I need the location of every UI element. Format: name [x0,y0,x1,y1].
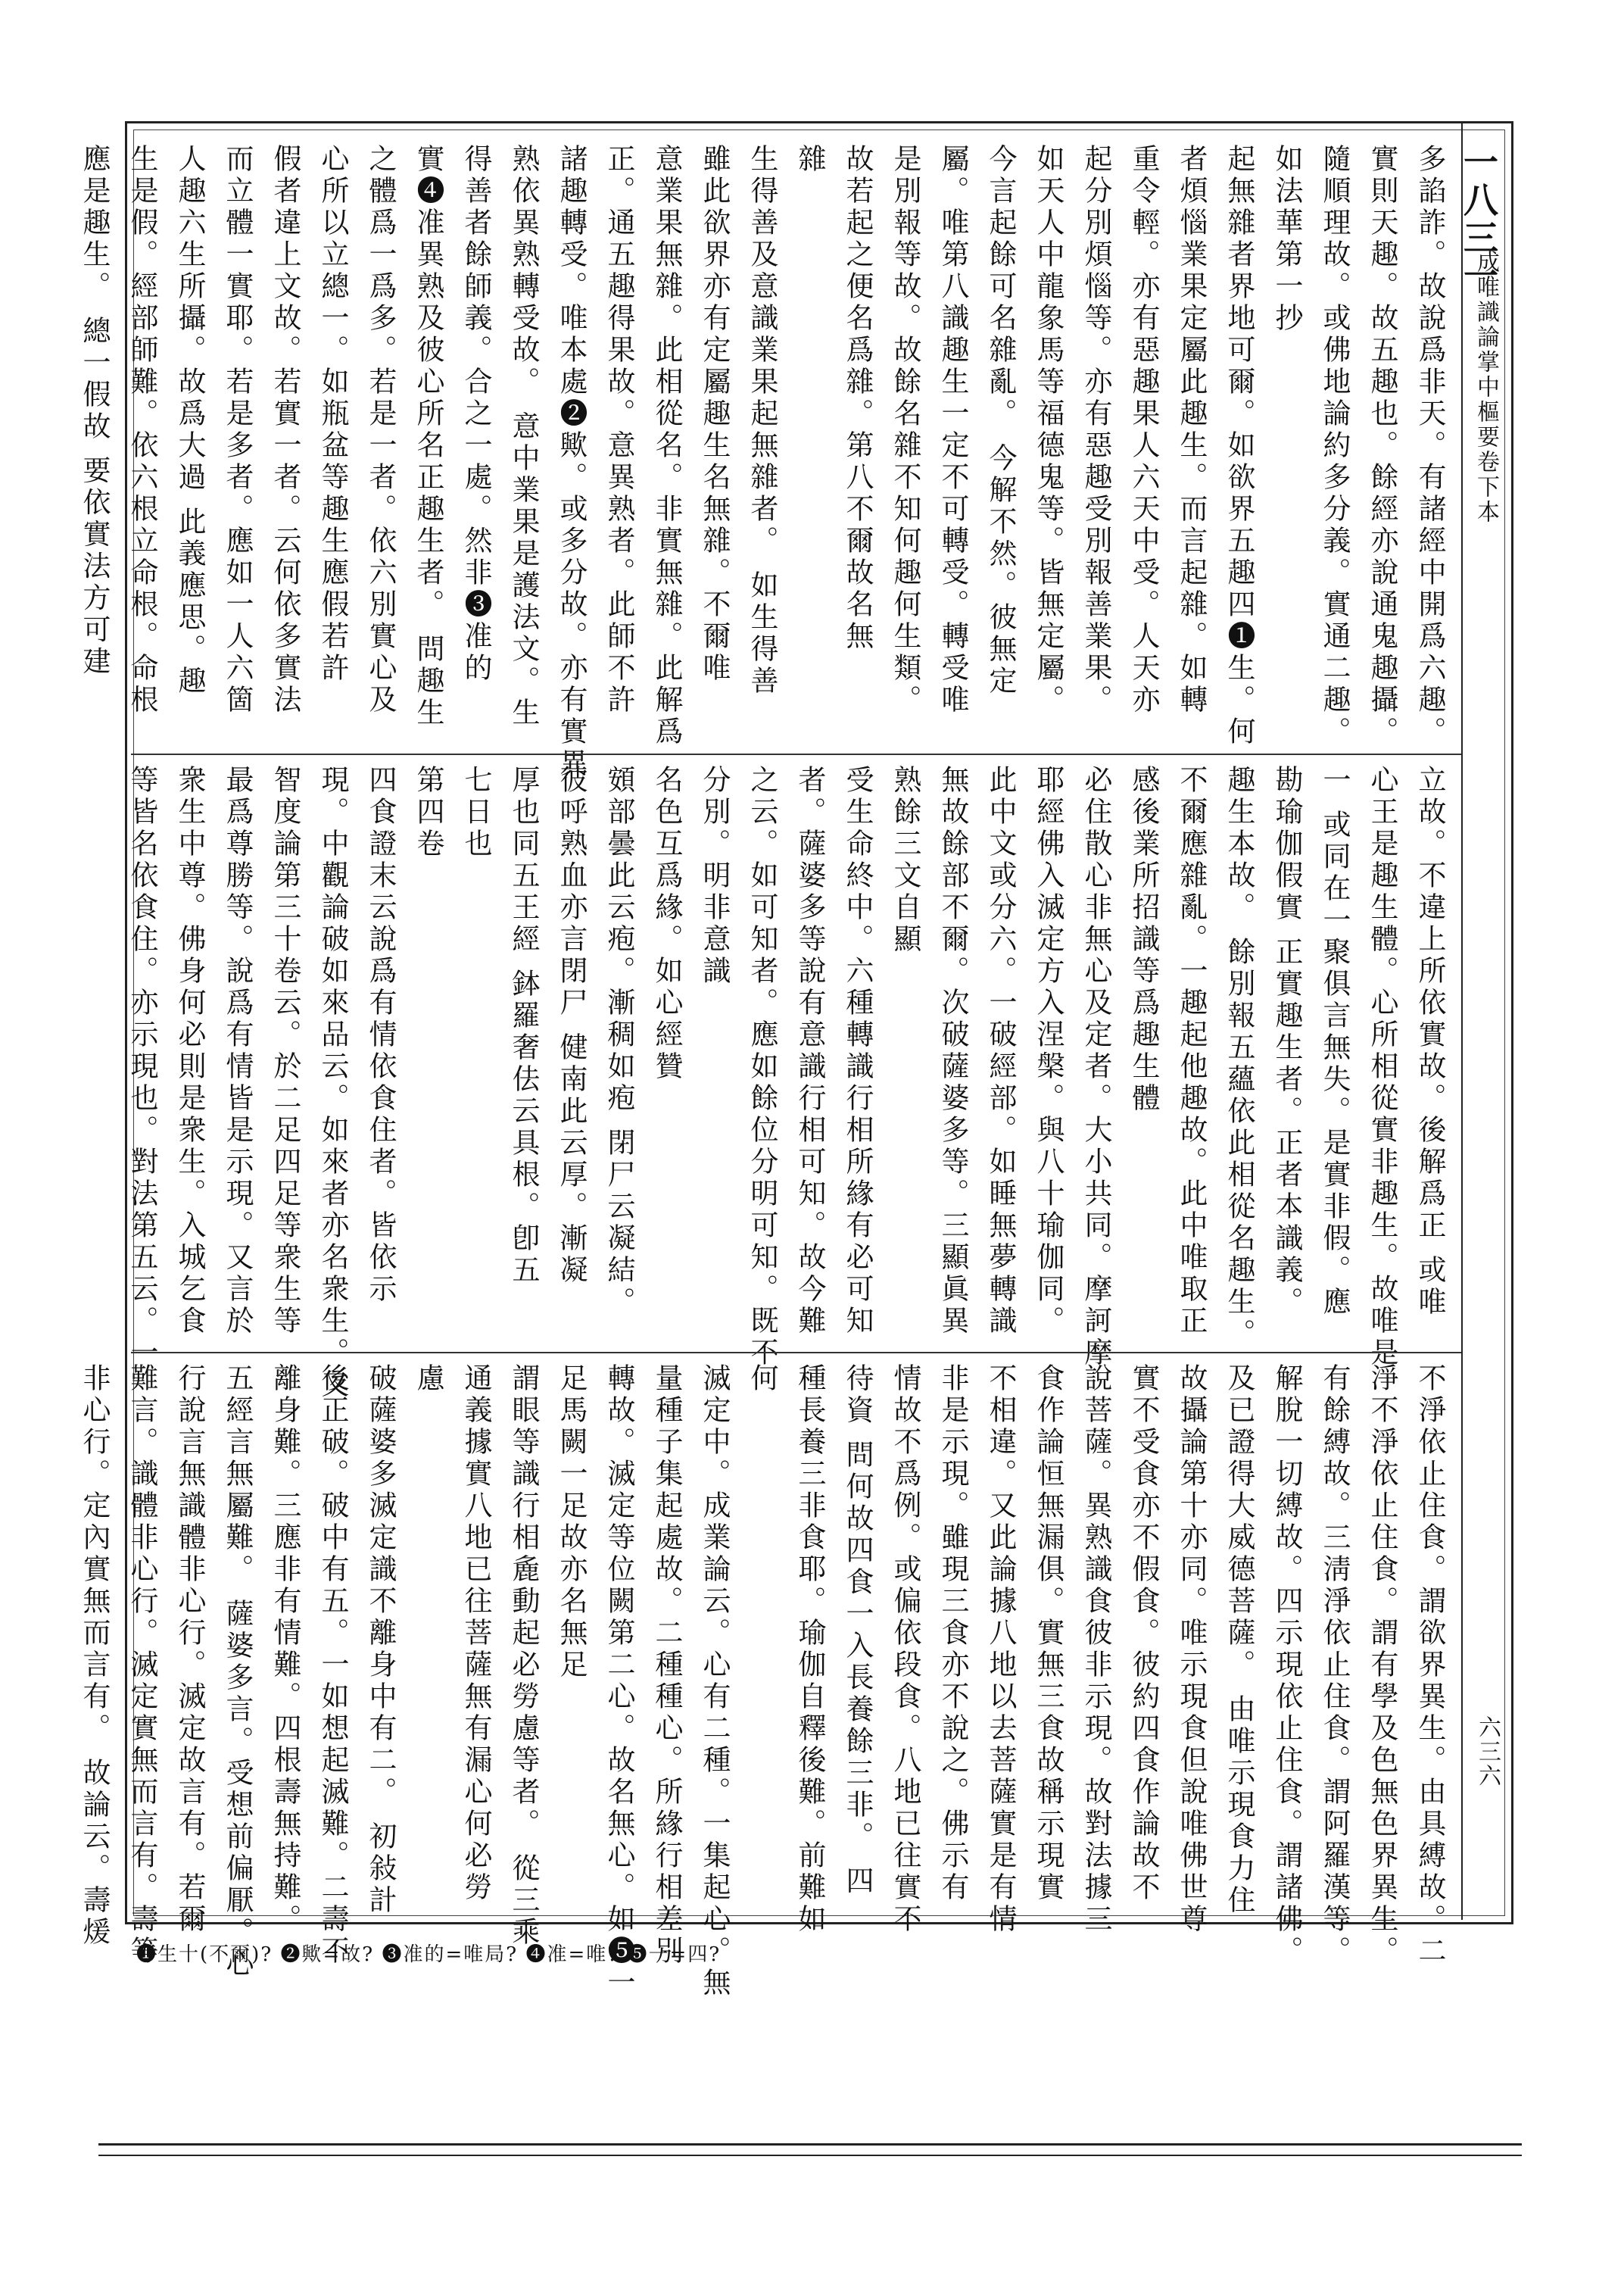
text-column: 足馬闕一足故亦名無足 [555,1363,588,1681]
text-column: 分別。明非意識 [698,765,731,988]
text-column: 一 或同在一聚俱言無失。是實非假。應 [1318,765,1351,1319]
text-column: 解脫一切縛故。四示現依止住食。謂諸佛。 [1270,1363,1303,1968]
text-column: 諸趣轉受。唯本處❷歟。或多分故。亦有實異 [555,144,588,780]
text-column: 不淨依止住食。謂欲界異生。由具縛故。二 [1414,1363,1446,1968]
text-column: 今言起餘可名雜亂。 今解不然。彼無定 [984,144,1017,698]
text-column: 無故餘部不爾。次破薩婆多等。三顯眞異 [937,765,969,1337]
text-column: 生得善及意識業果起無雜者。 如生得善 [746,144,778,698]
text-column: 名色互爲緣。如心經贊 [650,765,683,1083]
text-column: 雜 [793,144,826,176]
text-column: 難言。識體非心行。滅定實無而言有。壽等 [126,1363,158,1968]
text-column: 立故。不違上所依實故。後解爲正 或唯 [1414,765,1446,1319]
text-column: 人趣六生所攝。故爲大過 此義應思。趣 [173,144,206,698]
register-divider [131,754,1461,755]
text-column: 何 [746,1363,778,1395]
text-column: 種長養三非食耶。瑜伽自釋後難。前難如 [793,1363,826,1936]
text-column: 如天人中龍象馬等福德鬼等。皆無定屬。 [1032,144,1064,716]
text-column: 淨不淨依止住食。謂有學及色無色界異生。 [1366,1363,1398,1968]
footer-rule [98,2155,1522,2156]
text-column: 破薩婆多滅定識不離身中有二。 初敍計 [364,1363,397,1917]
text-column: 實❹准異熟及彼心所名正趣生者。 問趣生 [412,144,444,729]
text-column: 實則天趣。故五趣也。餘經亦說通鬼趣攝。 [1366,144,1398,748]
footnotes: ❶生十(不爾)? ❷歟=故? ❸准的=唯局? ❹准=唯? ❺一=四? [136,1943,722,1966]
text-column: 量種子集起處故。二種種心。所緣行相差別 [650,1363,683,1968]
footer-rule [98,2143,1522,2146]
text-column: 得善者餘師義。合之一處。然非❸准的 [460,144,492,685]
text-column: 應是趣生。 總一假故 要依實法方可建 [78,144,111,679]
text-column: 故攝論第十亦同。唯示現食但說唯佛世尊 [1175,1363,1208,1936]
text-column: 心所以立總一。如瓶盆等趣生應假若許 [316,144,349,685]
text-column: 衆生中尊。佛身何必則是衆生。入城乞食 [173,765,206,1337]
text-column: 轉故。滅定等位闕第二心。故名無心。如❺一 [603,1363,635,1999]
text-column: 行說言無識體非心行。滅定故言有。若爾 [173,1363,206,1936]
text-column: 慮 [412,1363,444,1395]
text-column: 說菩薩。異熟識食彼非示現。故對法據三 [1080,1363,1112,1936]
text-column: 非心行。定內實無而言有。 故論云。壽煖 [78,1363,111,1949]
page-margin-column [1458,121,1510,1920]
text-column: 受生命終中。六種轉識行相所緣有必可知 [841,765,874,1337]
text-column: 如法華第一抄 [1270,144,1303,335]
text-column: 熟依異熟轉受故。 意中業果是護法文。生 [507,144,540,729]
text-column: 是別報等故。故餘名雜不知何趣何生類。 [889,144,921,716]
text-column: 趣生本故。 餘別報五蘊依此相從名趣生。 [1223,765,1255,1350]
text-column: 實不受食亦不假食。彼約四食作論故不 [1127,1363,1160,1904]
text-column: 及已證得大威德菩薩。 由唯示現食力住 [1223,1363,1255,1917]
text-column: 起無雜者界地可爾。如欲界五趣四❶生。何 [1223,144,1255,748]
text-column: 有餘縛故。三淸淨依止住食。謂阿羅漢等。 [1318,1363,1351,1968]
text-column: 者煩惱業果定屬此趣生。而言起雜。如轉 [1175,144,1208,716]
text-column: 等皆名依食住。亦示現也。對法第五云。一 [126,765,158,1369]
text-column: 重令輕。亦有惡趣果人六天中受。人天亦 [1127,144,1160,716]
text-column: 之體爲一爲多。若是一者。依六別實心及 [364,144,397,716]
text-column: 意業果無雜。此相從名。非實無雜。此解爲 [650,144,683,748]
text-column: 耶經佛入滅定方入涅槃。與八十瑜伽同。 [1032,765,1064,1337]
side-folio: 六三六 [1474,1715,1501,1788]
text-register-top [78,144,1454,780]
text-column: 必住散心非無心及定者。大小共同。摩訶摩 [1080,765,1112,1369]
text-column: 五經言無屬難。 薩婆多言。受想前偏厭。心 [221,1363,254,1980]
text-column: 故若起之便名爲雜。第八不爾故名無 [841,144,874,653]
text-column: 食作論恒無漏俱。實無三食故稱示現實 [1032,1363,1064,1904]
text-column: 熟餘三文自顯 [889,765,921,956]
text-column: 彼呼熟血亦言閉尸 健南此云厚。漸凝 [555,765,588,1287]
text-column: 心王是趣生體。心所相從實非趣生。故唯是 [1366,765,1398,1369]
text-column: 正。通五趣得果故。意異熟者。此師不許 [603,144,635,716]
text-column: 情故不爲例。或偏依段食。八地已往實不 [889,1363,921,1936]
text-column: 頞部曇此云疱。漸稠如疱 閉尸云凝結。 [603,765,635,1319]
text-column: 最爲尊勝等。說爲有情皆是示現。又言於 [221,765,254,1337]
text-column: 起分別煩惱等。亦有惡趣受別報善業果。 [1080,144,1112,716]
text-column: 之云。如可知者。應如餘位分明可知。既不 [746,765,778,1369]
text-column: 離身難。三應非有情難。四根壽無持難。 [269,1363,301,1936]
text-column: 生是假。經部師難。依六根立命根。命根 [126,144,158,716]
text-column: 多諂詐。故說爲非天。有諸經中開爲六趣。 [1414,144,1446,748]
running-title: 成唯識論掌中樞要卷下本 [1473,250,1499,525]
text-column: 假者違上文故。若實一者。云何依多實法 [269,144,301,716]
text-column: 屬。唯第八識趣生一定不可轉受。轉受唯 [937,144,969,716]
text-column: 七日也 [460,765,492,860]
text-column: 謂眼等識行相麁動起必勞慮等者。 從三乘 [507,1363,540,1949]
text-column: 待資 問何故四食一入長養餘三非。 四 [841,1363,874,1898]
text-column: 後正破。破中有五。一如想起滅難。二壽不 [316,1363,349,1968]
text-column: 智度論第三十卷云。於二足四足等衆生等 [269,765,301,1337]
text-column: 不相違。又此論據八地以去菩薩實是有情 [984,1363,1017,1936]
text-column: 者。薩婆多等說有意識行相可知。故今難 [793,765,826,1337]
text-register-middle [126,765,1454,1401]
text-column: 而立體一實耶。若是多者。應如一人六箇 [221,144,254,716]
text-column: 第四卷 [412,765,444,860]
text-column: 四食證末云說爲有情依食住者。皆依示 [364,765,397,1306]
text-column: 通義據實八地已往菩薩無有漏心何必勞 [460,1363,492,1904]
text-column: 雖此欲界亦有定屬趣生名無雜。不爾唯 [698,144,731,685]
text-column: 現。中觀論破如來品云。如來者亦名衆生。又 [316,765,349,1401]
text-column: 感後業所招識等爲趣生體 [1127,765,1160,1115]
text-column: 隨順理故。或佛地論約多分義。實通二趣。 [1318,144,1351,748]
page-number: 一八三一 [1458,144,1499,295]
text-column: 滅定中。成業論云。心有二種。一集起心。無 [698,1363,731,1999]
text-column: 勘瑜伽假實 正實趣生者。正者本識義。 [1270,765,1303,1319]
text-column: 非是示現。雖現三食亦不說之。佛示有 [937,1363,969,1904]
register-divider [131,1352,1461,1353]
text-column: 此中文或分六。一破經部。如睡無夢轉識 [984,765,1017,1337]
text-column: 不爾應雜亂。一趣起他趣故。此中唯取正 [1175,765,1208,1337]
text-column: 厚也同五王經 鉢羅奢佉云具根。卽五 [507,765,540,1287]
